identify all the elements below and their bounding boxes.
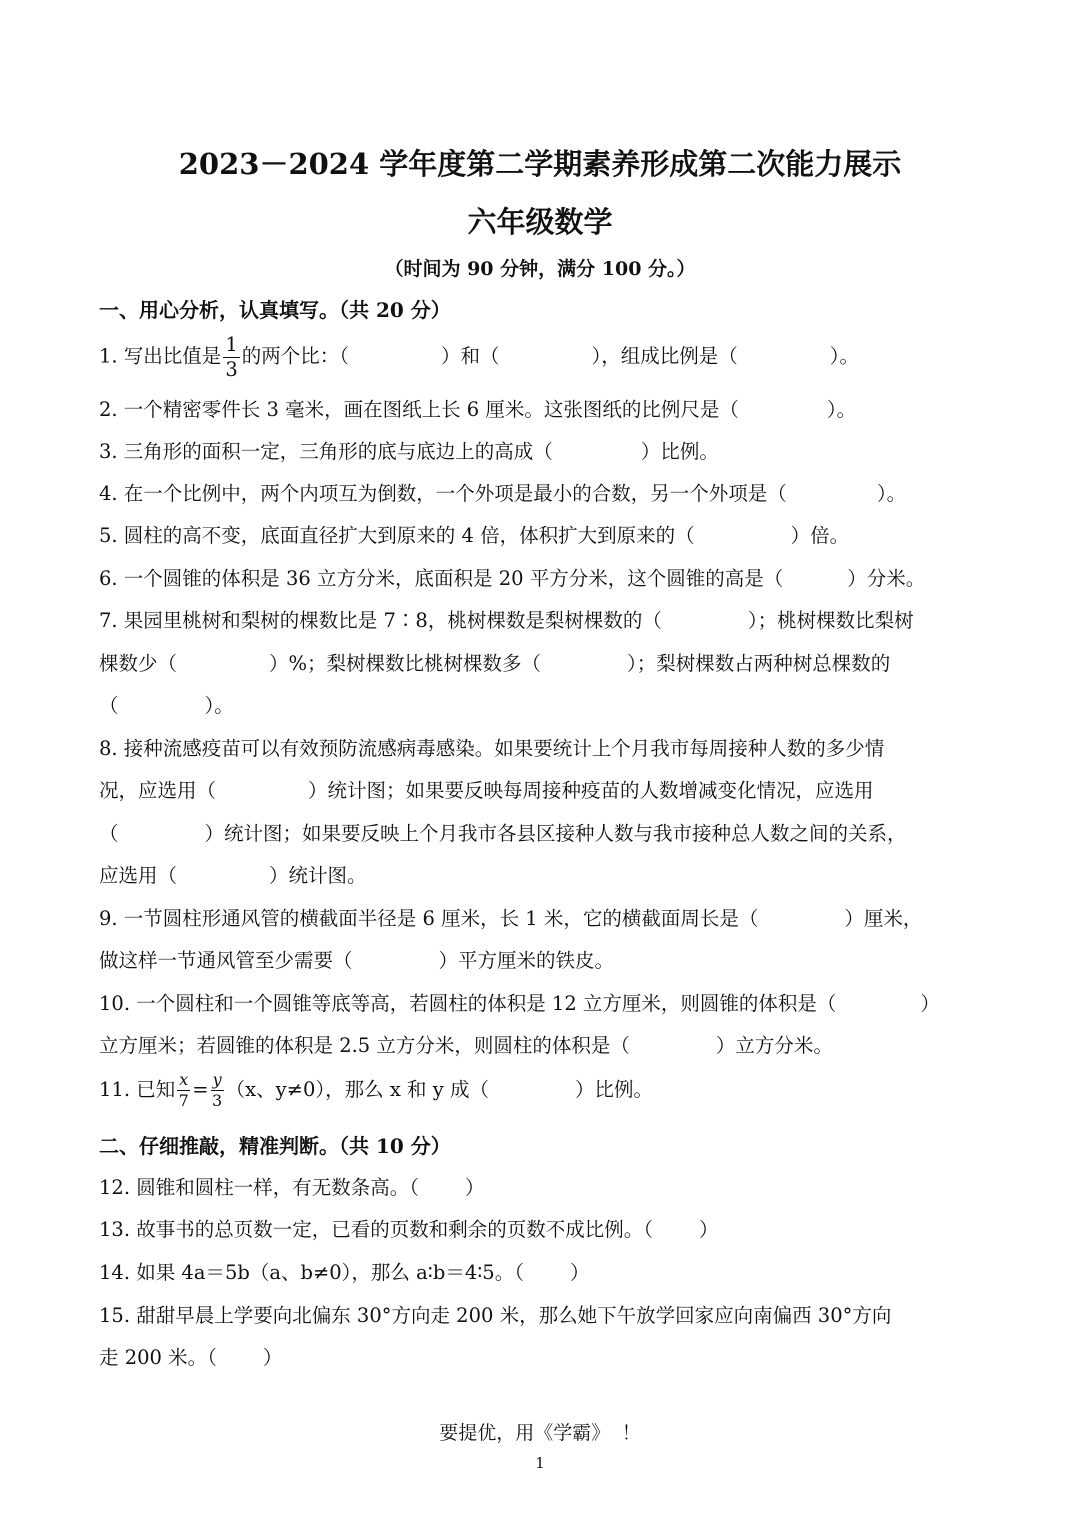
question-14: 14. 如果 4a＝5b（a、b≠0），那么 a∶b＝4∶5。（ ） — [99, 1261, 590, 1284]
question-9-line-1: 9. 一节圆柱形通风管的横截面半径是 6 厘米，长 1 米，它的横截面周长是（ ）厘米， — [99, 907, 923, 930]
question-7-line-3: （ ）。 — [99, 694, 234, 717]
fraction-one-third: $\frac{1}{3}$ — [225, 333, 238, 381]
question-15-line-1: 15. 甜甜早晨上学要向北偏东 30°方向走 200 米，那么她下午放学回家应向南偏西 30°方向 — [99, 1304, 892, 1327]
question-3: 3. 三角形的面积一定，三角形的底与底边上的高成（ ）比例。 — [99, 440, 719, 463]
question-6: 6. 一个圆锥的体积是 36 立方分米，底面积是 20 平方分米，这个圆锥的高是（ ）分米。 — [99, 567, 926, 590]
question-1: 1. 写出比值是 $\frac{1}{3}$ 的两个比：（ ）和（ ），组成比例是（ ）。 — [99, 333, 860, 381]
exam-note: （时间为 90 分钟，满分 100 分。） — [384, 258, 696, 280]
question-4: 4. 在一个比例中，两个内项互为倒数，一个外项是最小的合数，另一个外项是（ ）。 — [99, 482, 907, 505]
question-2: 2. 一个精密零件长 3 毫米，画在图纸上长 6 厘米。这张图纸的比例尺是（ ）。 — [99, 398, 857, 421]
question-9-line-2: 做这样一节通风管至少需要（ ）平方厘米的铁皮。 — [99, 949, 615, 972]
question-5: 5. 圆柱的高不变，底面直径扩大到原来的 4 倍，体积扩大到原来的（ ）倍。 — [99, 524, 850, 547]
question-15-line-2: 走 200 米。（ ） — [99, 1346, 283, 1369]
question-13: 13. 故事书的总页数一定，已看的页数和剩余的页数不成比例。（ ） — [99, 1218, 719, 1241]
question-12: 12. 圆锥和圆柱一样，有无数条高。（ ） — [99, 1176, 485, 1199]
question-8-line-1: 8. 接种流感疫苗可以有效预防流感病毒感染。如果要统计上个月我市每周接种人数的多少情 — [99, 737, 885, 760]
question-7-line-2: 棵数少（ ）%；梨树棵数比桃树棵数多（ ）；梨树棵数占两种树总棵数的 — [99, 652, 891, 675]
question-8-line-2: 况，应选用（ ）统计图；如果要反映每周接种疫苗的人数增减变化情况，应选用 — [99, 779, 874, 802]
footer-slogan: 要提优，用《学霸》 ！ — [439, 1422, 641, 1444]
page-number: 1 — [535, 1454, 545, 1472]
section-2-heading: 二、仔细推敲，精准判断。（共 10 分） — [99, 1134, 451, 1158]
question-8-line-3: （ ）统计图；如果要反映上个月我市各县区接种人数与我市接种总人数之间的关系， — [99, 822, 907, 845]
question-10-line-2: 立方厘米；若圆锥的体积是 2.5 立方分米，则圆柱的体积是（ ）立方分米。 — [99, 1034, 833, 1057]
fraction-x-over-7: $\frac{x}{7}$ — [178, 1070, 189, 1110]
exam-subject: 六年级数学 — [467, 205, 613, 239]
exam-title: 2023－2024 学年度第二学期素养形成第二次能力展示 — [178, 147, 902, 181]
fraction-y-over-3: $\frac{y}{3}$ — [212, 1070, 223, 1110]
question-10-line-1: 10. 一个圆柱和一个圆锥等底等高，若圆柱的体积是 12 立方厘米，则圆锥的体积是（ ） — [99, 992, 940, 1015]
question-7-line-1: 7. 果园里桃树和梨树的棵数比是 7∶8，桃树棵数是梨树棵数的（ ）；桃树棵数比梨树 — [99, 609, 914, 632]
question-11: 11. 已知 $\frac{x}{7}$ = $\frac{y}{3}$ （x、y≠0），那么 x 和 y 成（ ）比例。 — [99, 1070, 653, 1110]
question-8-line-4: 应选用（ ）统计图。 — [99, 864, 367, 887]
section-1-heading: 一、用心分析，认真填写。（共 20 分） — [99, 298, 451, 322]
